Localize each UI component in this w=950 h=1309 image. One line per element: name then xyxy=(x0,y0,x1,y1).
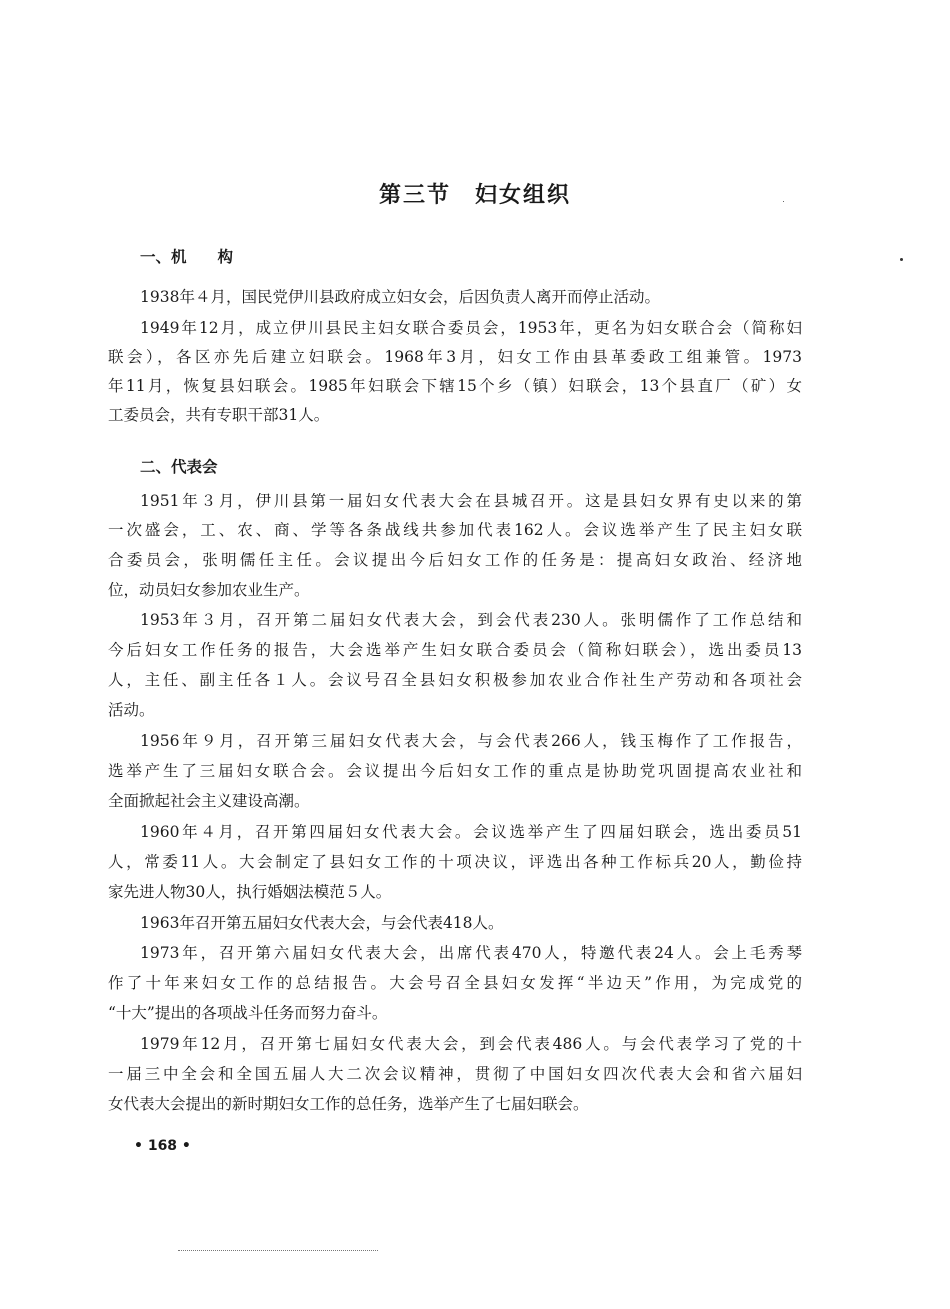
section-title: 第三节 妇女组织 xyxy=(378,183,571,208)
paragraph-line: 家先进人物30人，执行婚姻法模范５人。 xyxy=(108,883,392,901)
paragraph-line: 工委员会，共有专职干部31人。 xyxy=(108,406,330,424)
heading-organization: 一、机 构 xyxy=(140,248,234,266)
paragraph-line: 1956年９月，召开第三届妇女代表大会，与会代表266人，钱玉梅作了工作报告， xyxy=(140,732,802,750)
paragraph-line: 1949年12月，成立伊川县民主妇女联合委员会，1953年，更名为妇女联合会（简称妇 xyxy=(140,319,802,337)
paragraph-line: 位，动员妇女参加农业生产。 xyxy=(108,581,310,599)
paragraph-line: 全面掀起社会主义建设高潮。 xyxy=(108,792,310,810)
paragraph-line: 一次盛会，工、农、商、学等各条战线共参加代表162人。会议选举产生了民主妇女联 xyxy=(108,521,802,539)
paragraph-line: 一届三中全会和全国五届人大二次会议精神，贯彻了中国妇女四次代表大会和省六届妇 xyxy=(108,1065,802,1083)
paragraph-line: 合委员会，张明儒任主任。会议提出今后妇女工作的任务是：提高妇女政治、经济地 xyxy=(108,551,802,569)
paragraph-line: 今后妇女工作任务的报告，大会选举产生妇女联合委员会（简称妇联会），选出委员13 xyxy=(108,641,802,659)
paragraph-line: 活动。 xyxy=(108,701,155,719)
paragraph-line: 1953年３月，召开第二届妇女代表大会，到会代表230人。张明儒作了工作总结和 xyxy=(140,611,802,629)
scan-speck xyxy=(783,201,784,202)
paragraph-line: 1963年召开第五届妇女代表大会，与会代表418人。 xyxy=(140,914,504,932)
page-number: • 168 • xyxy=(134,1138,191,1154)
paragraph-line: 1960年４月，召开第四届妇女代表大会。会议选举产生了四届妇联会，选出委员51 xyxy=(140,823,802,841)
paragraph-line: 1973年，召开第六届妇女代表大会，出席代表470人，特邀代表24人。会上毛秀琴 xyxy=(140,944,802,962)
paragraph-line: “十大”提出的各项战斗任务而努力奋斗。 xyxy=(108,1004,388,1022)
paragraph-line: 人，常委11人。大会制定了县妇女工作的十项决议，评选出各种工作标兵20人，勤俭持 xyxy=(108,853,802,871)
scan-speck xyxy=(900,258,903,261)
paragraph-line: 1979年12月，召开第七届妇女代表大会，到会代表486人。与会代表学习了党的十 xyxy=(140,1035,802,1053)
paragraph-line: 人，主任、副主任各１人。会议号召全县妇女积极参加农业合作社生产劳动和各项社会 xyxy=(108,671,802,689)
heading-congress: 二、代表会 xyxy=(140,458,218,476)
paragraph-line: 1938年４月，国民党伊川县政府成立妇女会，后因负责人离开而停止活动。 xyxy=(140,288,660,306)
paragraph-line: 选举产生了三届妇女联合会。会议提出今后妇女工作的重点是协助党巩固提高农业社和 xyxy=(108,762,802,780)
paragraph-line: 1951年３月，伊川县第一届妇女代表大会在县城召开。这是县妇女界有史以来的第 xyxy=(140,492,802,510)
paragraph-line: 作了十年来妇女工作的总结报告。大会号召全县妇女发挥“半边天”作用，为完成党的 xyxy=(108,974,802,992)
paragraph-line: 女代表大会提出的新时期妇女工作的总任务，选举产生了七届妇联会。 xyxy=(108,1095,589,1113)
paragraph-line: 年11月，恢复县妇联会。1985年妇联会下辖15个乡（镇）妇联会，13个县直厂（矿）女 xyxy=(108,377,802,395)
paragraph-line: 联会），各区亦先后建立妇联会。1968年3月，妇女工作由县革委政工组兼管。1973 xyxy=(108,348,802,366)
scan-noise-line xyxy=(178,1250,378,1253)
